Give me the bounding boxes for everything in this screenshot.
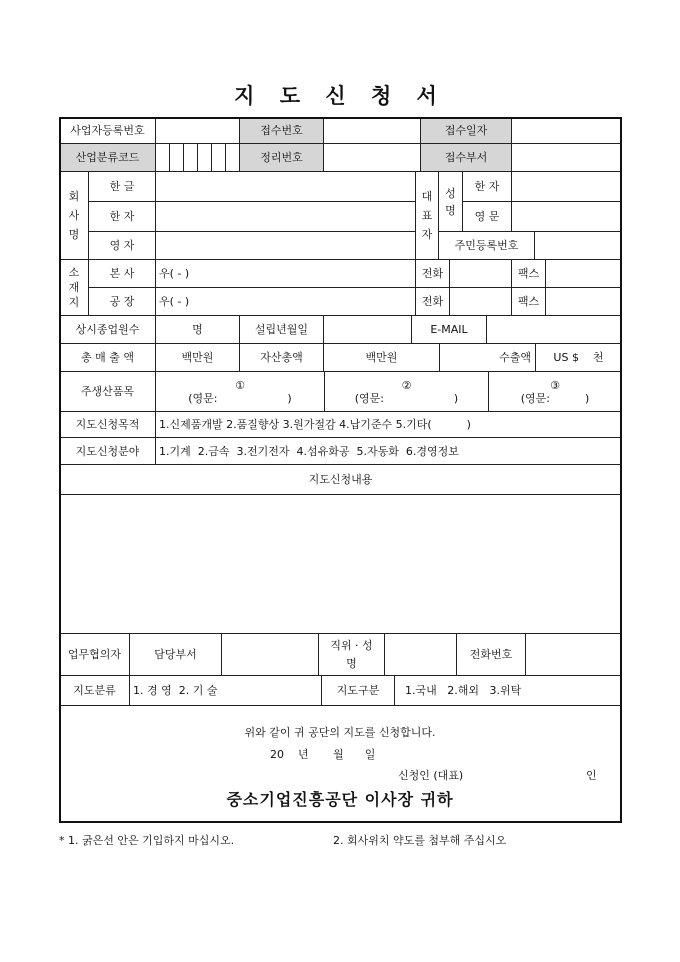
rep-hanja-field[interactable] — [511, 171, 622, 202]
location-group: 소 재 지 — [59, 259, 89, 316]
company-english-label: 영 자 — [88, 231, 156, 260]
rep-name-group: 성 명 — [438, 171, 463, 232]
class-options[interactable]: 1. 경 영 2. 기 술 — [129, 675, 322, 706]
field-label: 지도신청분야 — [59, 437, 156, 465]
company-korean-field[interactable] — [155, 171, 416, 202]
hq-address-field[interactable]: 우( - ) — [155, 259, 416, 288]
resident-no-field[interactable] — [534, 231, 622, 260]
applicant-label: 신청인 (대표) — [398, 769, 464, 782]
purpose-label: 지도신청목적 — [59, 411, 156, 438]
hq-label: 본 사 — [88, 259, 156, 288]
rep-hanja-label: 한 자 — [462, 171, 512, 202]
company-english-field[interactable] — [155, 231, 416, 260]
exports-field[interactable]: US $ 천 — [535, 343, 622, 372]
product-2-number: ② — [401, 378, 412, 392]
rep-english-field[interactable] — [511, 201, 622, 232]
product-3-english: (영문: ) — [520, 391, 590, 405]
type-options[interactable]: 1.국내 2.해외 3.위탁 — [394, 675, 622, 706]
consult-phone-label: 전화번호 — [456, 633, 526, 676]
content-label: 지도신청내용 — [59, 464, 622, 495]
email-label: E-MAIL — [411, 315, 487, 344]
biz-reg-no-label: 사업자등록번호 — [59, 117, 156, 144]
industry-code-box[interactable] — [211, 143, 226, 172]
sales-field[interactable]: 백만원 — [155, 343, 240, 372]
product-2-english: (영문: ) — [354, 391, 459, 405]
addressee: 중소기업진흥공단 이사장 귀하 — [226, 790, 454, 809]
receipt-no-field[interactable] — [323, 117, 421, 144]
purpose-options[interactable]: 1.신제품개발 2.품질향상 3.원가절감 4.납기준수 5.기타( ) — [155, 411, 622, 438]
industry-code-label: 산업분류코드 — [59, 143, 156, 172]
date-line[interactable]: 20 년 월 일 — [270, 748, 376, 761]
exports-label: 수출액 — [439, 343, 536, 372]
rep-english-label: 영 문 — [462, 201, 512, 232]
product-3-number: ③ — [550, 378, 560, 392]
company-korean-label: 한 글 — [88, 171, 156, 202]
consult-label: 업무협의자 — [59, 633, 130, 676]
seal-mark: 인 — [586, 769, 597, 782]
dept-field[interactable] — [221, 633, 319, 676]
industry-code-box[interactable] — [169, 143, 184, 172]
sales-label: 총 매 출 액 — [59, 343, 156, 372]
industry-code-box[interactable] — [197, 143, 212, 172]
arrange-no-field[interactable] — [323, 143, 421, 172]
product-3-field[interactable] — [488, 371, 622, 412]
representative-group: 대 표 자 — [415, 171, 439, 260]
product-1-english: (영문: ) — [188, 391, 292, 405]
hq-fax-field[interactable] — [545, 259, 622, 288]
factory-label: 공 장 — [88, 287, 156, 316]
assets-label: 자산총액 — [239, 343, 324, 372]
receipt-dept-field[interactable] — [511, 143, 622, 172]
document-title: 지 도 신 청 서 — [234, 83, 446, 108]
product-2-field[interactable] — [324, 371, 489, 412]
company-name-group: 회 사 명 — [59, 171, 89, 260]
receipt-date-label: 접수일자 — [420, 117, 512, 144]
email-field[interactable] — [486, 315, 622, 344]
factory-phone-label: 전화 — [415, 287, 450, 316]
industry-code-box[interactable] — [183, 143, 198, 172]
hq-fax-label: 팩스 — [511, 259, 546, 288]
hq-phone-label: 전화 — [415, 259, 450, 288]
content-area[interactable] — [59, 494, 622, 634]
receipt-no-label: 접수번호 — [239, 117, 324, 144]
position-name-label: 직위 · 성 명 — [318, 633, 385, 676]
note-1: * 1. 굵은선 안은 기입하지 마십시오. — [59, 834, 235, 847]
biz-reg-no-field[interactable] — [155, 117, 240, 144]
resident-no-label: 주민등록번호 — [438, 231, 535, 260]
industry-code-box[interactable] — [225, 143, 240, 172]
company-hanja-field[interactable] — [155, 201, 416, 232]
industry-code-box[interactable] — [155, 143, 170, 172]
factory-fax-label: 팩스 — [511, 287, 546, 316]
employees-label: 상시종업원수 — [59, 315, 156, 344]
arrange-no-label: 정리번호 — [239, 143, 324, 172]
products-label: 주생산품목 — [59, 371, 156, 412]
product-1-field[interactable] — [155, 371, 325, 412]
product-1-number: ① — [235, 378, 245, 392]
founded-field[interactable] — [323, 315, 412, 344]
company-hanja-label: 한 자 — [88, 201, 156, 232]
employees-field[interactable]: 명 — [155, 315, 240, 344]
factory-phone-field[interactable] — [449, 287, 512, 316]
note-2: 2. 회사위치 약도를 첨부해 주십시오 — [333, 834, 507, 847]
class-label: 지도분류 — [59, 675, 130, 706]
field-options[interactable]: 1.기계 2.금속 3.전기전자 4.섬유화공 5.자동화 6.경영정보 — [155, 437, 622, 465]
hq-phone-field[interactable] — [449, 259, 512, 288]
closing-statement: 위와 같이 귀 공단의 지도를 신청합니다. — [244, 726, 436, 739]
dept-label: 담당부서 — [129, 633, 222, 676]
position-name-field[interactable] — [384, 633, 457, 676]
factory-address-field[interactable]: 우( - ) — [155, 287, 416, 316]
factory-fax-field[interactable] — [545, 287, 622, 316]
assets-field[interactable]: 백만원 — [323, 343, 440, 372]
receipt-dept-label: 접수부서 — [420, 143, 512, 172]
consult-phone-field[interactable] — [525, 633, 622, 676]
receipt-date-field[interactable] — [511, 117, 622, 144]
type-label: 지도구분 — [321, 675, 395, 706]
founded-label: 설립년월일 — [239, 315, 324, 344]
